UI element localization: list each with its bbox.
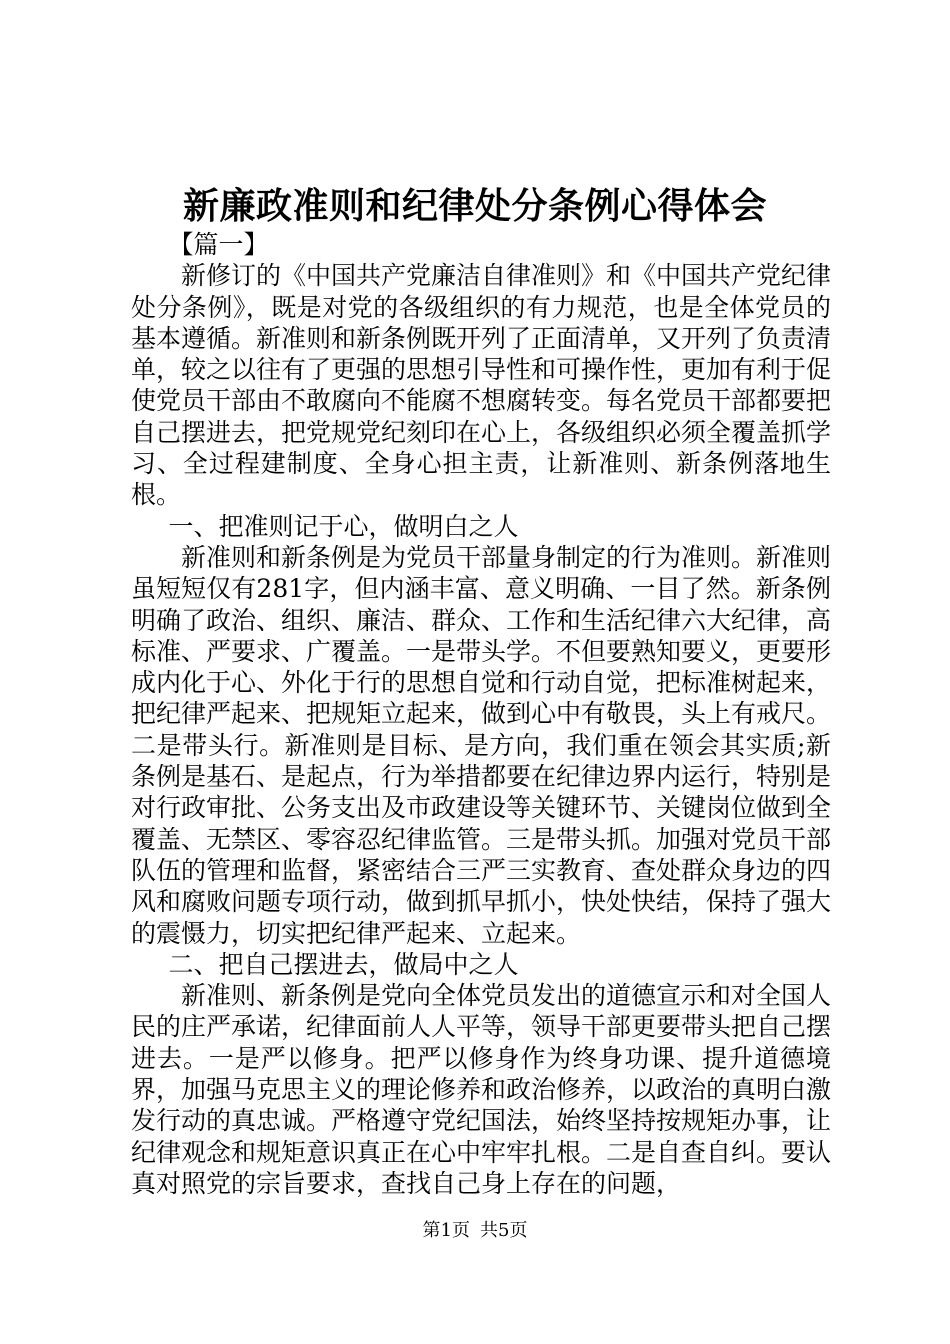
page-footer (0, 1218, 950, 1244)
page-number: 第1页 (422, 1220, 470, 1241)
document-body (131, 229, 831, 1199)
document-title: 新廉政准则和纪律处分条例心得体会 (182, 185, 767, 227)
section-heading: 二、把自己摆进去，做局中之人 (168, 949, 519, 979)
section-heading: 【篇一】 (168, 230, 269, 259)
page-total: 共5页 (480, 1220, 528, 1241)
body-paragraph: 新准则、新条例是党向全体党员发出的道德宣示和对全国人民的庄严承诺，纪律面前人人平等，领导干部更要带头把自己摆进去。一是严以修身。把严以修身作为终身功课、提升道德境界，加强马克思主义的理论修养和政治修养，以政治的真明白激发行动的真忠诚。严格遵守党纪国法，始终坚持按规矩办事，让纪律观念和规矩意识真正在心中牢牢扎根。二是自查自纠。要认真对照党的宗旨要求，查找自己身上存在的问题， (131, 981, 832, 1198)
section-heading: 一、把准则记于心，做明白之人 (168, 511, 519, 541)
body-paragraph: 新准则和新条例是为党员干部量身制定的行为准则。新准则虽短短仅有281字，但内涵丰富、意义明确、一目了然。新条例明确了政治、组织、廉洁、群众、工作和生活纪律六大纪律，高标准、严要求、广覆盖。一是带头学。不但要熟知要义，更要形成内化于心、外化于行的思想自觉和行动自觉，把标准树起来，把纪律严起来、把规矩立起来，做到心中有敬畏，头上有戒尺。二是带头行。新准则是目标、是方向，我们重在领会其实质;新条例是基石、是起点，行为举措都要在纪律边界内运行，特别是对行政审批、公务支出及市政建设等关键环节、关键岗位做到全覆盖、无禁区、零容忍纪律监管。三是带头抓。加强对党员干部队伍的管理和监督，紧密结合三严三实教育、查处群众身边的四风和腐败问题专项行动，做到抓早抓小，快处快结，保持了强大的震慑力，切实把纪律严起来、立起来。 (131, 542, 832, 948)
body-paragraph: 新修订的《中国共产党廉洁自律准则》和《中国共产党纪律处分条例》，既是对党的各级组织的有力规范，也是全体党员的基本遵循。新准则和新条例既开列了正面清单，又开列了负责清单，较之以往有了更强的思想引导性和可操作性，更加有利于促使党员干部由不敢腐向不能腐不想腐转变。每名党员干部都要把自己摆进去，把党规党纪刻印在心上，各级组织必须全覆盖抓学习、全过程建制度、全身心担主责，让新准则、新条例落地生根。 (131, 261, 832, 510)
